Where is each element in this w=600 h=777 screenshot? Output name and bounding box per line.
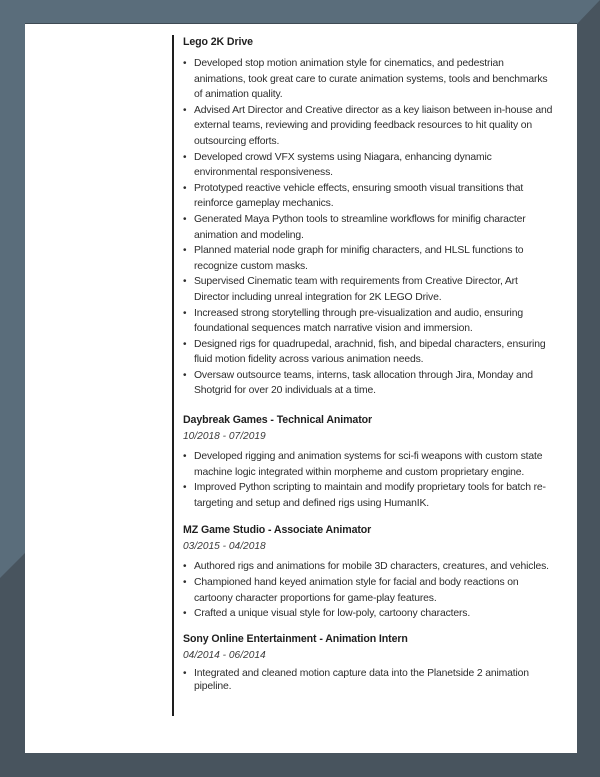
list-item: • Crafted a unique visual style for low-poly, cartoony characters. xyxy=(183,606,555,622)
list-item: • Developed crowd VFX systems using Niagara, enhancing dynamic environmental responsiveness. xyxy=(183,151,492,179)
job-title: MZ Game Studio - Associate Animator xyxy=(183,524,372,537)
job-title: Daybreak Games - Technical Animator xyxy=(183,414,373,427)
list-item: • Integrated and cleaned motion capture data into the Planetside 2 animation pipeline. xyxy=(183,667,529,693)
job-title: Lego 2K Drive xyxy=(183,36,253,48)
job-bullets xyxy=(183,449,555,511)
resume-page xyxy=(25,24,577,753)
job-dates: 04/2014 - 06/2014 xyxy=(183,649,266,661)
list-item: • Generated Maya Python tools to streamline workflows for minifig character animation and modeling. xyxy=(183,213,526,241)
job-bullets xyxy=(183,559,555,621)
list-item: • Developed stop motion animation style for cinematics, and pedestrian animations, took great care to curate animation systems, tools and benchmarks of animation quality. xyxy=(183,58,548,101)
bullet-icon: • xyxy=(183,276,187,288)
bullet-icon: • xyxy=(183,245,187,257)
bullet-icon: • xyxy=(183,667,187,679)
list-item: • Improved Python scripting to maintain and modify proprietary tools for batch re-targeting and setup and defined rigs using HumanIK. xyxy=(183,482,546,509)
bullet-icon: • xyxy=(183,451,187,463)
bullet-icon: • xyxy=(183,561,187,573)
list-item: • Designed rigs for quadrupedal, arachnid, fish, and bipedal characters, ensuring fluid motion fidelity across various animation needs. xyxy=(183,338,546,366)
bullet-icon: • xyxy=(183,104,187,116)
bullet-icon: • xyxy=(183,307,187,319)
bullet-icon: • xyxy=(183,482,187,494)
bullet-icon: • xyxy=(183,577,187,589)
list-item: • Developed rigging and animation systems for sci-fi weapons with custom state machine logic integrated within morpheme and custom proprietary engine. xyxy=(183,451,543,478)
bullet-icon: • xyxy=(183,151,187,163)
bullet-icon: • xyxy=(183,58,187,69)
bullet-icon: • xyxy=(183,608,187,620)
job-dates: 03/2015 - 04/2018 xyxy=(183,541,266,553)
job-entry xyxy=(183,413,555,511)
job-bullets xyxy=(183,667,555,694)
list-item: • Advised Art Director and Creative director as a key liaison between in-house and external teams, reviewing and providing feedback resources to hit quality on outsourcing efforts. xyxy=(183,104,553,147)
list-item: • Supervised Cinematic team with requirements from Creative Director, Art Director including unreal integration for 2K LEGO Drive. xyxy=(183,276,518,303)
job-dates: 10/2018 - 07/2019 xyxy=(183,431,266,443)
section-divider xyxy=(172,35,174,716)
job-entry xyxy=(183,523,555,621)
list-item: • Oversaw outsource teams, interns, task allocation through Jira, Monday and Shotgrid for over 20 individuals at a time. xyxy=(183,369,533,397)
job-title: Sony Online Entertainment - Animation Intern xyxy=(183,632,408,645)
list-item: • Prototyped reactive vehicle effects, ensuring smooth visual transitions that reinforce gameplay mechanics. xyxy=(183,182,524,210)
experience-section xyxy=(183,35,555,704)
list-item: • Planned material node graph for minifig characters, and HLSL functions to recognize custom masks. xyxy=(183,245,524,272)
list-item: • Championed hand keyed animation style for facial and body reactions on cartoony character proportions for game-play features. xyxy=(183,577,519,604)
bullet-icon: • xyxy=(183,182,187,194)
left-column xyxy=(25,24,173,753)
job-bullets xyxy=(183,56,555,399)
job-entry xyxy=(183,632,555,694)
bullet-icon: • xyxy=(183,338,187,350)
list-item: • Increased strong storytelling through pre-visualization and audio, ensuring foundational sequences match narrative vision and immersion. xyxy=(183,307,523,335)
bullet-icon: • xyxy=(183,369,187,381)
bullet-icon: • xyxy=(183,213,187,225)
list-item: • Authored rigs and animations for mobile 3D characters, creatures, and vehicles. xyxy=(183,559,555,575)
job-entry xyxy=(183,35,555,399)
